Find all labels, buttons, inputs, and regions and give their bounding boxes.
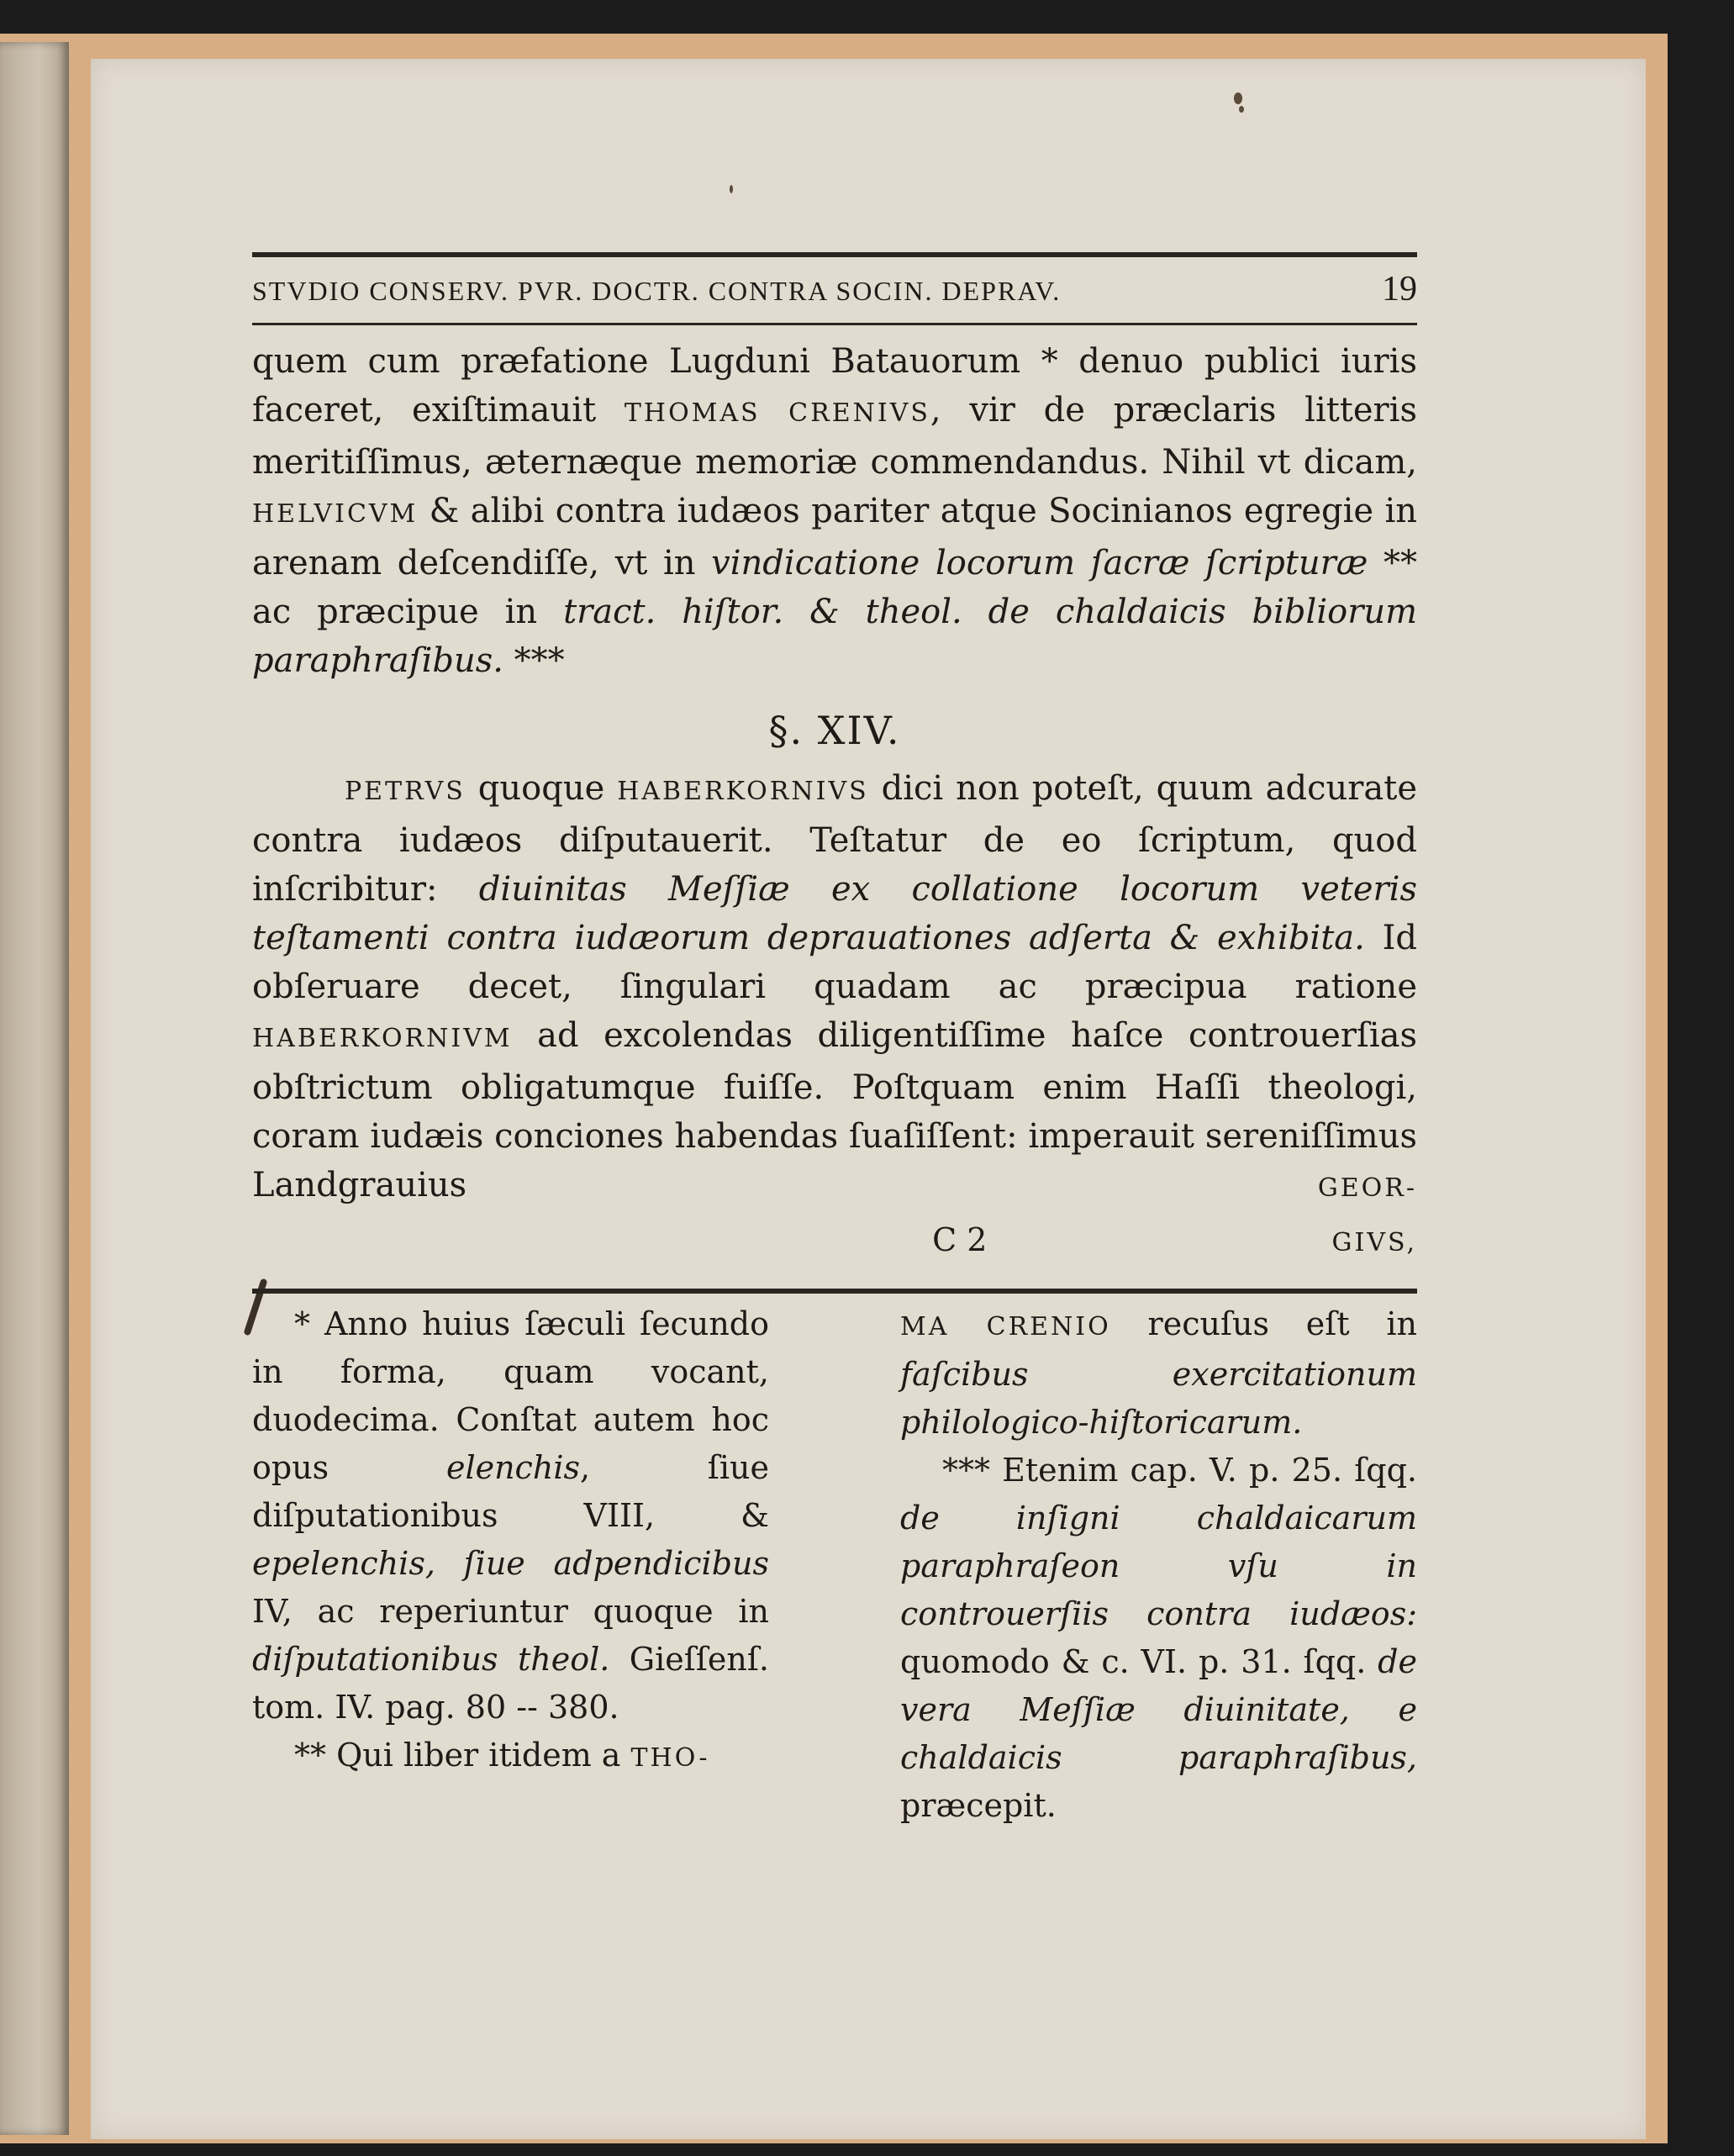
- paragraph-1: [252, 337, 1417, 685]
- italic-run: tract. hiſtor. & theol. de chaldaicis bibliorum paraphraſibus.: [252, 593, 1418, 680]
- text-run: , ſiue diſputationibus VIII, &: [252, 1449, 769, 1534]
- italic-run: vindicatione locorum ſacræ ſcripturæ: [711, 544, 1368, 582]
- text-run: dici non poteſt, quum adcurate contra iudæos diſputauerit. Teſtatur de eo ſcriptum, quod inſcribitur:: [252, 769, 1417, 909]
- page-number: 19: [1382, 270, 1417, 308]
- text-run: * Anno huius ſæculi ſecundo in forma, quam vocant, duodecima. Conſtat autem hoc opus: [252, 1305, 769, 1486]
- text-run: , vir de præclaris litteris meritiſſimus, æternæque memoriæ commendandus. Nihil vt dicam,: [252, 391, 1417, 482]
- footnote: [900, 1447, 1417, 1830]
- text-run: Gieſſenſ. tom. IV. pag. 80 -- 380.: [252, 1641, 770, 1726]
- small-caps-run: HELVICVM: [252, 499, 419, 529]
- facing-page-edge: [0, 42, 69, 2135]
- footnote: [252, 1732, 769, 1782]
- text-run: *** Etenim cap. V. p. 25. ſqq.: [942, 1452, 1417, 1489]
- text-run: quomodo & c. VI. p. 31. ſqq.: [900, 1643, 1378, 1680]
- footnotes: [252, 1300, 1417, 1830]
- small-caps-run: GEOR-: [1317, 1173, 1417, 1203]
- small-caps-run: HABERKORNIVM: [252, 1024, 513, 1053]
- paper-speck: [1234, 92, 1242, 104]
- small-caps-run: HABERKORNIVS: [617, 777, 869, 806]
- italic-run: epelenchis, ſiue adpendicibus: [252, 1545, 769, 1582]
- text-run: recuſus eſt in: [1110, 1305, 1417, 1342]
- footnote-continuation: [900, 1300, 1417, 1447]
- signature-line: [252, 1216, 1417, 1267]
- small-caps-run: THOMAS CRENIVS: [624, 398, 930, 428]
- page-content: [252, 252, 1417, 1830]
- text-run: quoque: [465, 769, 618, 808]
- catchword: GIVS,: [1331, 1228, 1417, 1257]
- header-rule-top: [252, 252, 1417, 257]
- text-run: ad excolendas diligentiſſime haſce controuerſias obſtrictum obligatumque fuiſſe. Poſtquam enim Haſſi theologi, coram iudæis conciones habendas ſuaſiſſent: imperauit sereniſſimus Landgrauius: [252, 1016, 1417, 1205]
- small-caps-run: THO-: [630, 1743, 710, 1773]
- italic-run: diuinitas Meſſiæ ex collatione locorum veteris teſtamenti contra iudæorum deprauationes adſerta & exhibita.: [252, 870, 1417, 957]
- italic-run: faſcibus exercitationum philologico-hiſtoricarum.: [900, 1356, 1417, 1441]
- paragraph-2: [252, 764, 1417, 1213]
- paper-speck: [730, 185, 733, 193]
- text-run: præcepit.: [900, 1787, 1057, 1824]
- text-run: ** ac præcipue in: [252, 544, 1417, 631]
- text-run: Id obſeruare decet, ſingulari quadam ac præcipua ratione: [252, 919, 1418, 1006]
- signature-mark: C 2: [932, 1221, 988, 1258]
- text-run: & alibi contra iudæos pariter atque Socinianos egregie in arenam deſcendiſſe, vt in: [252, 492, 1417, 582]
- footnote-rule: [252, 1289, 1417, 1294]
- italic-run: de inſigni chaldaicarum paraphraſeon vſu in controuerſiis contra iudæos:: [900, 1500, 1417, 1632]
- header-rule-bottom: [252, 323, 1417, 325]
- text-run: quem cum præfatione Lugduni Batauorum * denuo publici iuris faceret, exiſtimauit: [252, 342, 1417, 430]
- text-run: IV, ac reperiuntur quoque in: [252, 1593, 769, 1630]
- italic-run: diſputationibus theol.: [252, 1641, 610, 1678]
- italic-run: de vera Meſſiæ diuinitate, e chaldaicis paraphraſibus,: [900, 1643, 1417, 1776]
- running-title: STVDIO CONSERV. PVR. DOCTR. CONTRA SOCIN. DEPRAV.: [252, 276, 1062, 306]
- footnote-column-left: [252, 1300, 769, 1830]
- footnote: [252, 1300, 769, 1732]
- section-heading: §. XIV.: [768, 708, 901, 753]
- running-header: [252, 271, 1417, 309]
- main-text: [252, 337, 1417, 1267]
- footnote-column-right: [900, 1300, 1417, 1830]
- paper-speck: [1239, 106, 1244, 113]
- text-run: ** Qui liber itidem a: [294, 1737, 631, 1774]
- small-caps-run: MA CRENIO: [900, 1312, 1111, 1342]
- text-run: ***: [503, 641, 565, 680]
- italic-run: elenchis: [445, 1449, 580, 1486]
- small-caps-run: PETRVS: [345, 777, 466, 806]
